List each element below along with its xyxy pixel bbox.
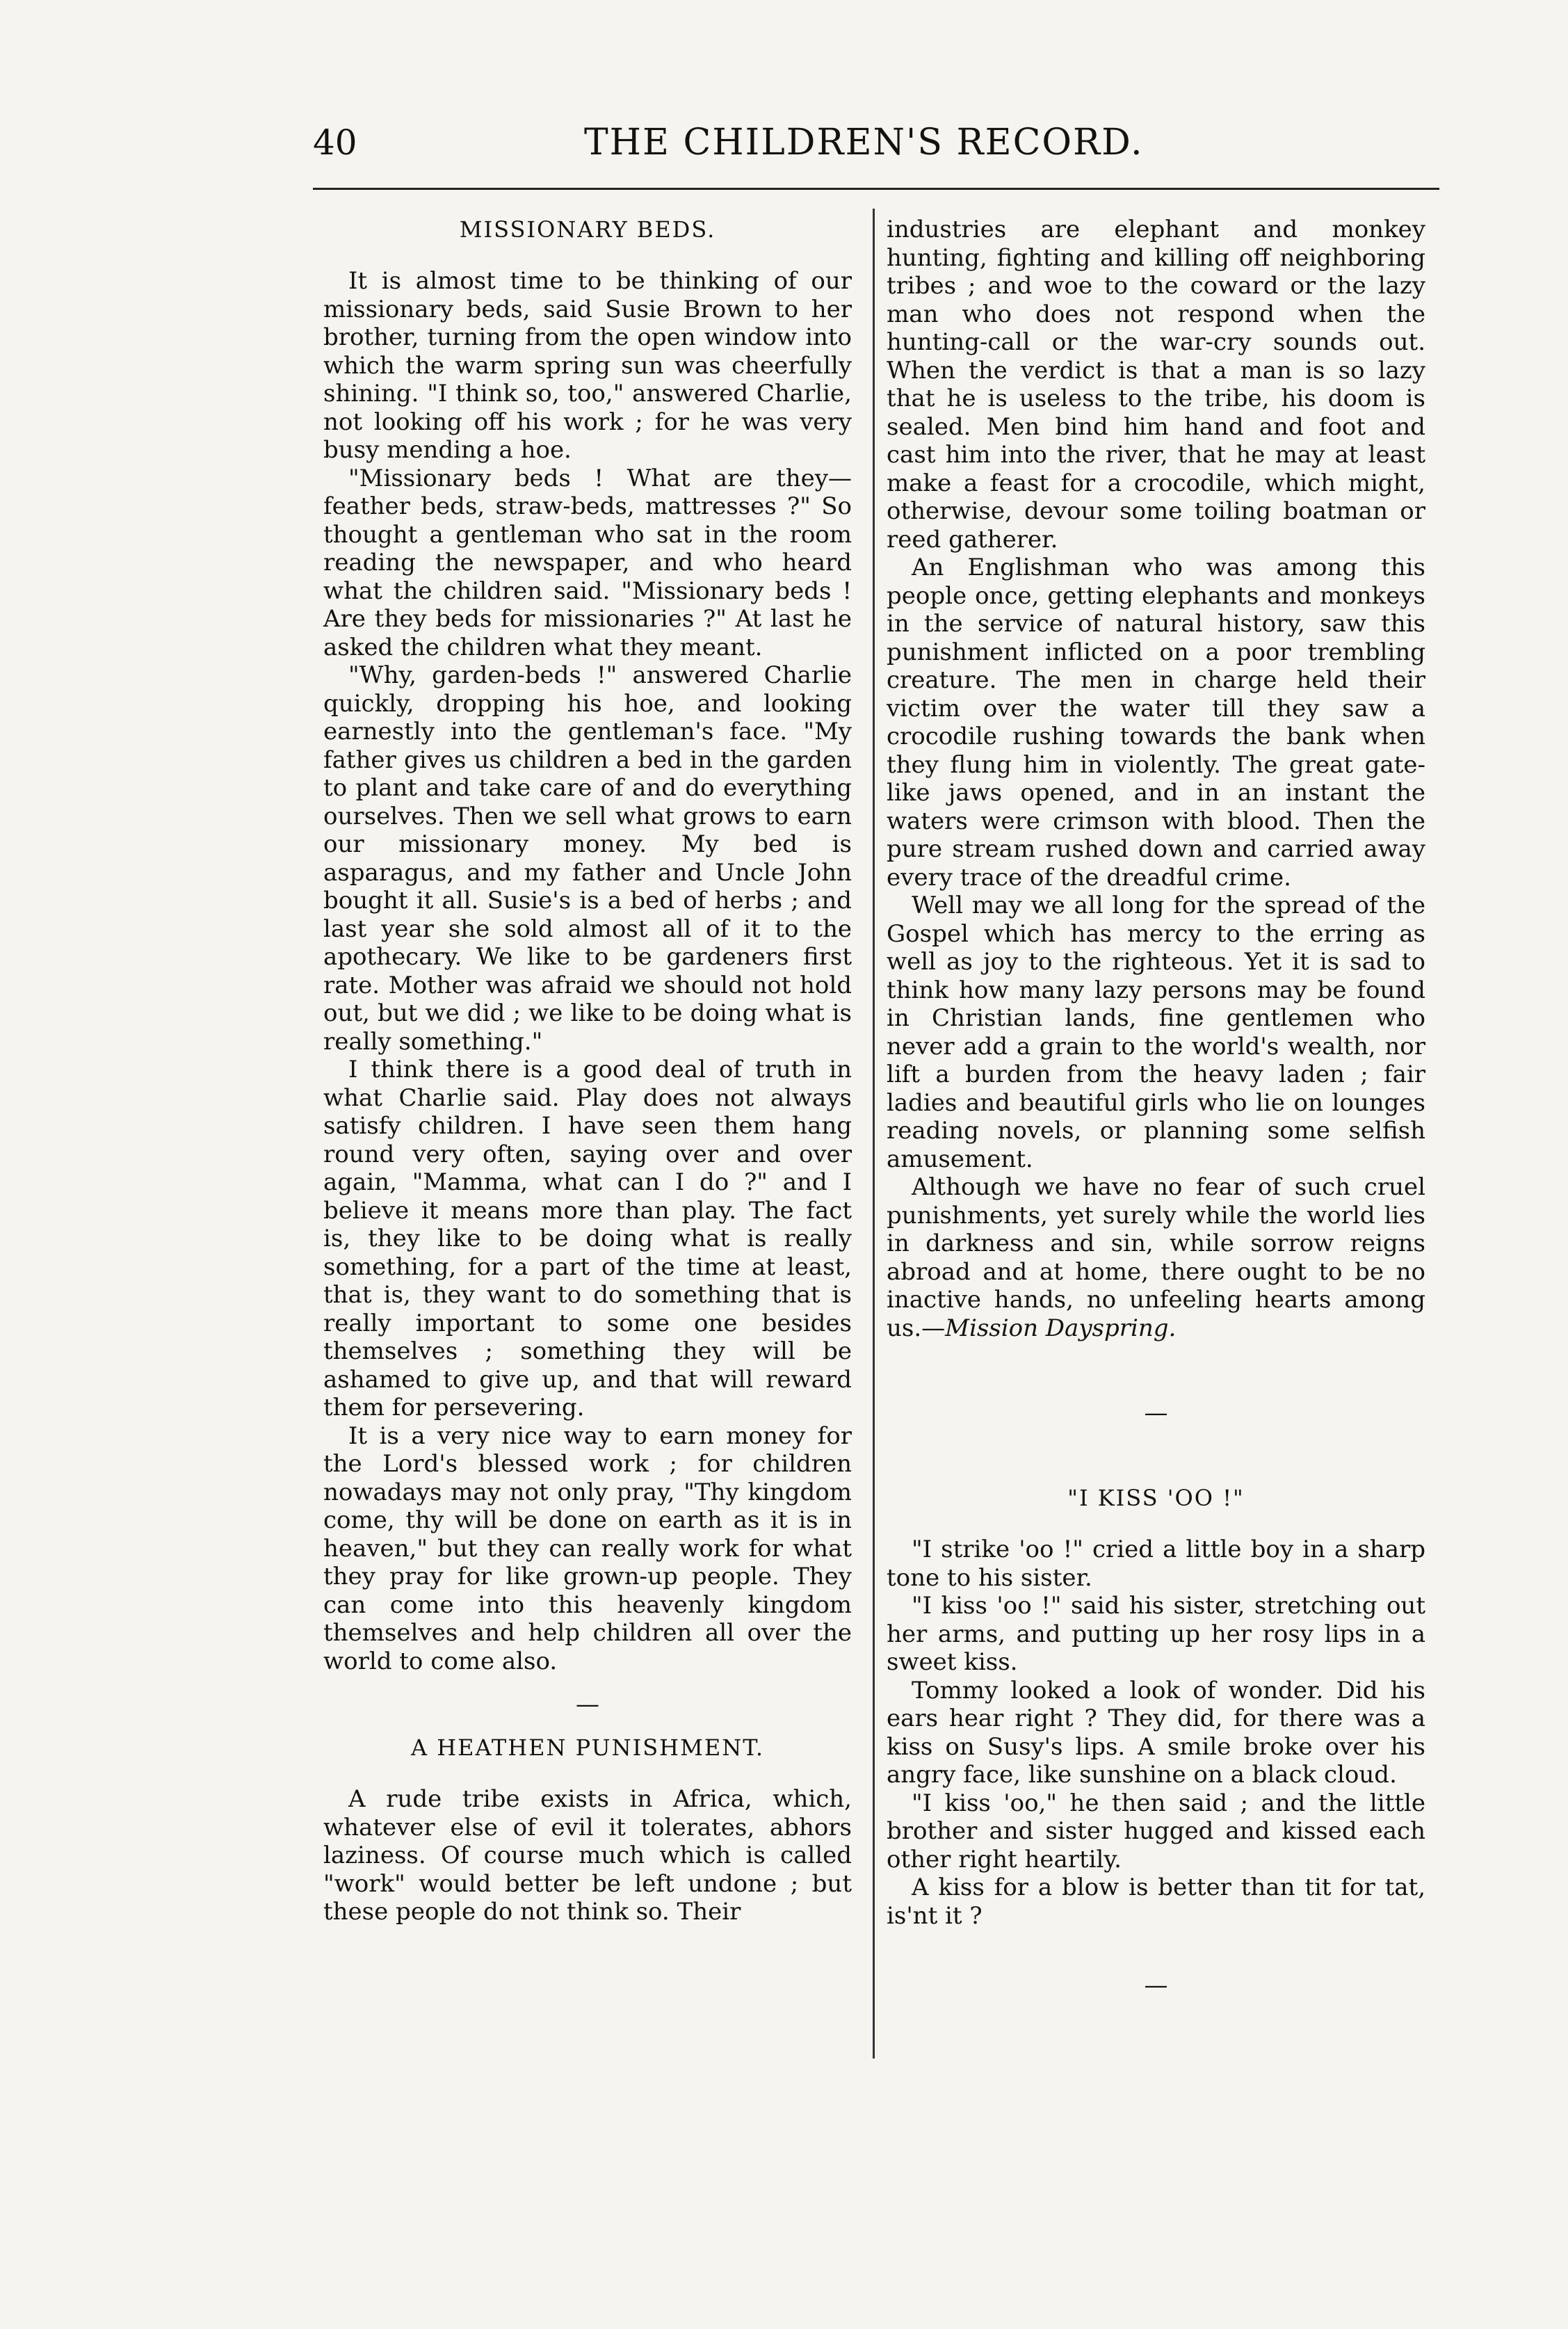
article-signature: Mission Dayspring. (945, 1314, 1177, 1342)
right-column (887, 216, 1425, 2015)
section-separator: — (576, 1691, 599, 1718)
article-paragraph: It is almost time to be thinking of our missionary beds, said Susie Brown to her brother, turning from the open window into which the warm spring sun was cheerfully shining. "I think so, too," answered Charlie, not looking off his work ; for he was very busy mending a hoe. (323, 267, 852, 464)
page-title: THE CHILDREN'S RECORD. (584, 122, 1144, 163)
left-column (323, 216, 852, 1926)
article-paragraph (887, 1173, 1425, 1342)
article-paragraph: "I kiss 'oo," he then said ; and the little brother and sister hugged and kissed each other right heartily. (887, 1789, 1425, 1873)
section-separator: — (1144, 1399, 1168, 1427)
article-title-i-kiss-oo: "I KISS 'OO !" (1067, 1485, 1245, 1511)
page-header (313, 111, 1300, 174)
section-separator: — (1144, 1972, 1168, 1999)
article-paragraph: It is a very nice way to earn money for the Lord's blessed work ; for children nowadays may not only pray, "Thy kingdom come, thy will be done on earth as it is in heaven," but they can really work for what they pray for like grown-up people. They can come into this heavenly kingdom themselves and help children all over the world to come also. (323, 1421, 852, 1675)
article-paragraph: An Englishman who was among this people once, getting elephants and monkeys in the service of natural history, saw this punishment inflicted on a poor trembling creature. The men in charge held their victim over the water till they saw a crocodile rushing towards the bank when they flung him in violently. The great gate-like jaws opened, and in an instant the waters were crimson with blood. Then the pure stream rushed down and carried away every trace of the dreadful crime. (887, 554, 1425, 892)
column-divider (873, 209, 875, 2058)
article-paragraph: Well may we all long for the spread of the Gospel which has mercy to the erring as well as joy to the righteous. Yet it is sad to think how many lazy persons may be found in Christian lands, fine gentlemen who never add a grain to the world's wealth, nor lift a burden from the heavy laden ; fair ladies and beautiful girls who lie on lounges reading novels, or planning some selfish amusement. (887, 892, 1425, 1173)
article-paragraph: "I strike 'oo !" cried a little boy in a sharp tone to his sister. (887, 1536, 1425, 1592)
article-paragraph: A rude tribe exists in Africa, which, whatever else of evil it tolerates, abhors laziness. Of course much which is called "work" would better be left undone ; but these people do not think so. Their (323, 1785, 852, 1926)
article-paragraph: "Why, garden-beds !" answered Charlie quickly, dropping his hoe, and looking earnestly into the gentleman's face. "My father gives us children a bed in the garden to plant and take care of and do everything ourselves. Then we sell what grows to earn our missionary money. My bed is asparagus, and my father and Uncle John bought it all. Susie's is a bed of herbs ; and last year she sold almost all of it to the apothecary. We like to be gardeners first rate. Mother was afraid we should not hold out, but we did ; we like to be doing what is really something." (323, 661, 852, 1056)
article-paragraph-text: Although we have no fear of such cruel punishments, yet surely while the world lies in darkness and sin, while sorrow reigns abroad and at home, there ought to be no inactive hands, no unfeeling hearts among us.— (887, 1173, 1425, 1342)
page-number: 40 (313, 122, 357, 163)
article-paragraph: I think there is a good deal of truth in what Charlie said. Play does not always satisfy children. I have seen them hang round very often, saying over and over again, "Mamma, what can I do ?" and I believe it means more than play. The fact is, they like to be doing what is really something, for a part of the time at least, that is, they want to do something that is really important to some one besides themselves ; something they will be ashamed to give up, and that will reward them for persevering. (323, 1056, 852, 1421)
article-paragraph-continued: industries are elephant and monkey hunting, fighting and killing off neighboring tribes ; and woe to the coward or the lazy man who does not respond when the hunting-call or the war-cry sounds out. When the verdict is that a man is so lazy that he is useless to the tribe, his doom is sealed. Men bind him hand and foot and cast him into the river, that he may at least make a feast for a crocodile, which might, otherwise, devour some toiling boatman or reed gatherer. (887, 216, 1425, 554)
header-rule (313, 188, 1439, 190)
article-paragraph: "Missionary beds ! What are they—feather beds, straw-beds, mattresses ?" So thought a gentleman who sat in the room reading the newspaper, and who heard what the children said. "Missionary beds ! Are they beds for missionaries ?" At last he asked the children what they meant. (323, 464, 852, 661)
article-paragraph: Tommy looked a look of wonder. Did his ears hear right ? They did, for there was a kiss on Susy's lips. A smile broke over his angry face, like sunshine on a black cloud. (887, 1676, 1425, 1789)
article-paragraph: A kiss for a blow is better than tit for tat, is'nt it ? (887, 1873, 1425, 1930)
article-title-missionary-beds: MISSIONARY BEDS. (459, 216, 716, 243)
article-paragraph: "I kiss 'oo !" said his sister, stretching out her arms, and putting up her rosy lips in a sweet kiss. (887, 1592, 1425, 1676)
article-title-heathen-punishment: A HEATHEN PUNISHMENT. (410, 1734, 765, 1761)
